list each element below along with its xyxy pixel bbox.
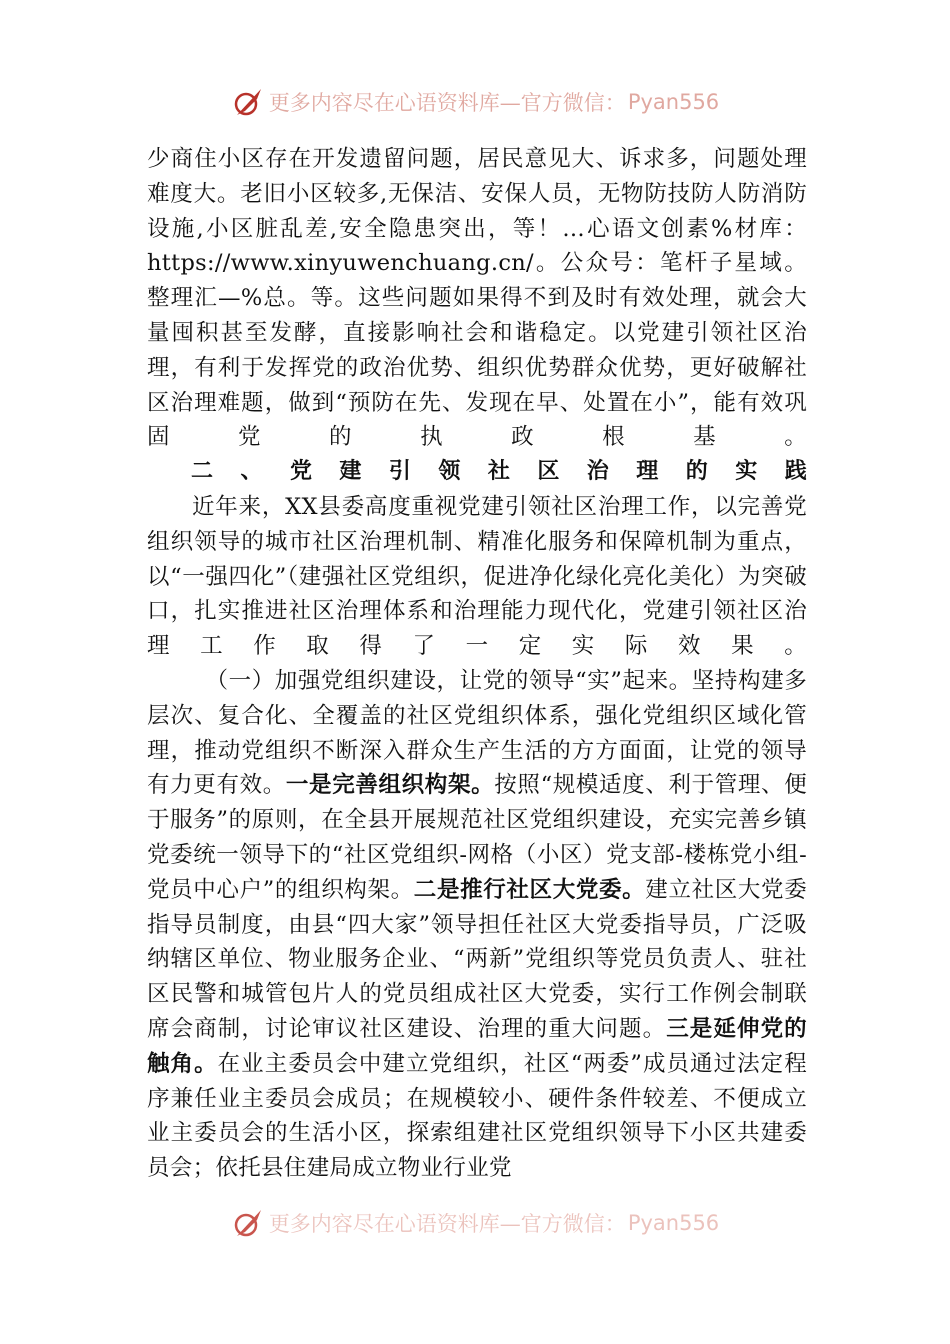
section-heading: 二、党建引领社区治理的实践 [191,459,807,485]
quill-pen-icon [231,85,265,119]
banner-text: 更多内容尽在心语资料库—官方微信： [268,1212,626,1236]
banner-wechat: Pyan556 [627,90,720,114]
paragraph-3-intro: （一）加强党组织建设，让党的领导“实”起来。坚持构建多层次、复合化、全覆盖的社区党组织体系，强化党组织区域化管理，推动党组织不断深入群众生产生活的方方面面，让党的领导有力更有效。 [147,667,807,799]
paragraph-1: 少商住小区存在开发遗留问题，居民意见大、诉求多，问题处理难度大。老旧小区较多,无保洁、安保人员，无物防技防人防消防设施,小区脏乱差,安全隐患突出，等！…心语文创素%材库：https://www.xinyuwenchuang.cn/。公众号：笔杆子星域。整理汇—%总。等。这些问题如果得不到及时有效处理，就会大量囤积甚至发酵，直接影响社会和谐稳定。以党建引领社区治理，有利于发挥党的政治优势、组织优势群众优势，更好破解社区治理难题，做到“预防在先、发现在早、处置在小”，能有效巩固党的执政根基。 [147,146,807,451]
banner-wechat: Pyan556 [627,1211,720,1235]
bold-point-3: 三是延伸党的触角。 [147,1015,807,1077]
quill-pen-icon [231,1206,265,1240]
paragraph-3-point-1: 按照“规模适度、利于管理、便于服务”的原则，在全县开展规范社区党组织建设，充实完善乡镇党委统一领导下的“社区党组织-网格（小区）党支部-楼栋党小组-党员中心户”的组织构架。 [147,772,808,903]
paragraph-3 [147,664,807,1186]
bold-point-1: 一是完善组织构架。 [285,772,495,799]
watermark-banner-top [0,82,950,122]
bold-point-2: 二是推行社区大党委。 [413,876,646,903]
banner-text: 更多内容尽在心语资料库—官方微信： [268,91,626,115]
paragraph-3-point-2: 建立社区大党委指导员制度，由县“四大家”领导担任社区大党委指导员，广泛吸纳辖区单位、物业服务企业、“两新”党组织等党员负责人、驻社区民警和城管包片人的党员组成社区大党委，实行工作例会制联席会商制，讨论审议社区建设、治理的重大问题。 [147,876,807,1042]
document-body [147,142,807,1186]
paragraph-3-point-3: 在业主委员会中建立党组织，社区“两委”成员通过法定程序兼任业主委员会成员；在规模较小、硬件条件较差、不便成立业主委员会的生活小区，探索组建社区党组织领导下小区共建委员会；依托县住建局成立物业行业党 [147,1050,808,1182]
watermark-banner-bottom [0,1203,950,1243]
paragraph-2: 近年来，XX县委高度重视党建引领社区治理工作，以完善党组织领导的城市社区治理机制、精准化服务和保障机制为重点，以“一强四化”（建强社区党组织，促进净化绿化亮化美化）为突破口，扎实推进社区治理体系和治理能力现代化，党建引领社区治理工作取得了一定实际效果。 [147,493,807,660]
